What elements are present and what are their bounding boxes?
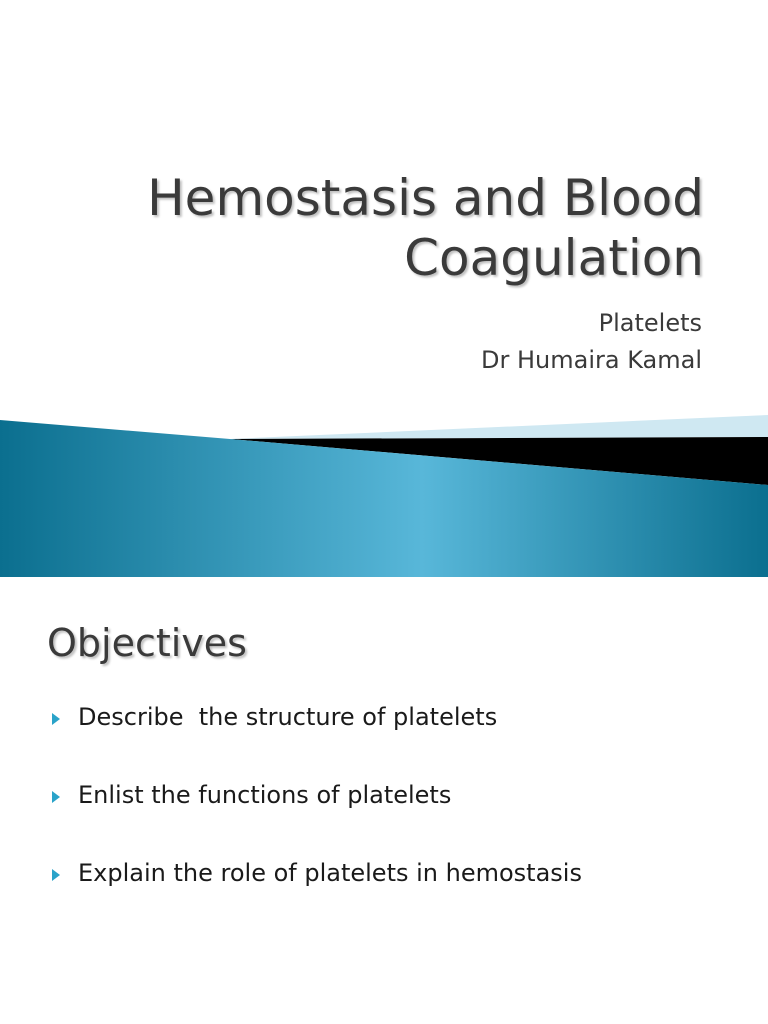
title-line-1: Hemostasis and Blood	[147, 169, 704, 227]
list-item	[52, 695, 752, 773]
title-line-2: Coagulation	[404, 229, 704, 287]
slide-subtitle	[202, 305, 702, 379]
objectives-list	[52, 695, 752, 929]
subtitle-topic: Platelets	[598, 309, 702, 337]
subtitle-author: Dr Humaira Kamal	[481, 346, 702, 374]
objectives-slide	[0, 577, 768, 1024]
triangle-right-icon	[52, 791, 60, 803]
list-item	[52, 773, 752, 851]
band-pale-stripe	[230, 415, 768, 439]
objectives-heading: Objectives	[47, 621, 247, 665]
objective-text: Explain the role of platelets in hemostasis	[78, 859, 582, 887]
objective-text: Enlist the functions of platelets	[78, 781, 452, 809]
slide-title	[44, 168, 704, 288]
triangle-right-icon	[52, 713, 60, 725]
triangle-right-icon	[52, 869, 60, 881]
decorative-wave-band	[0, 405, 768, 577]
objective-text: Describe the structure of platelets	[78, 703, 498, 731]
list-item	[52, 851, 752, 929]
